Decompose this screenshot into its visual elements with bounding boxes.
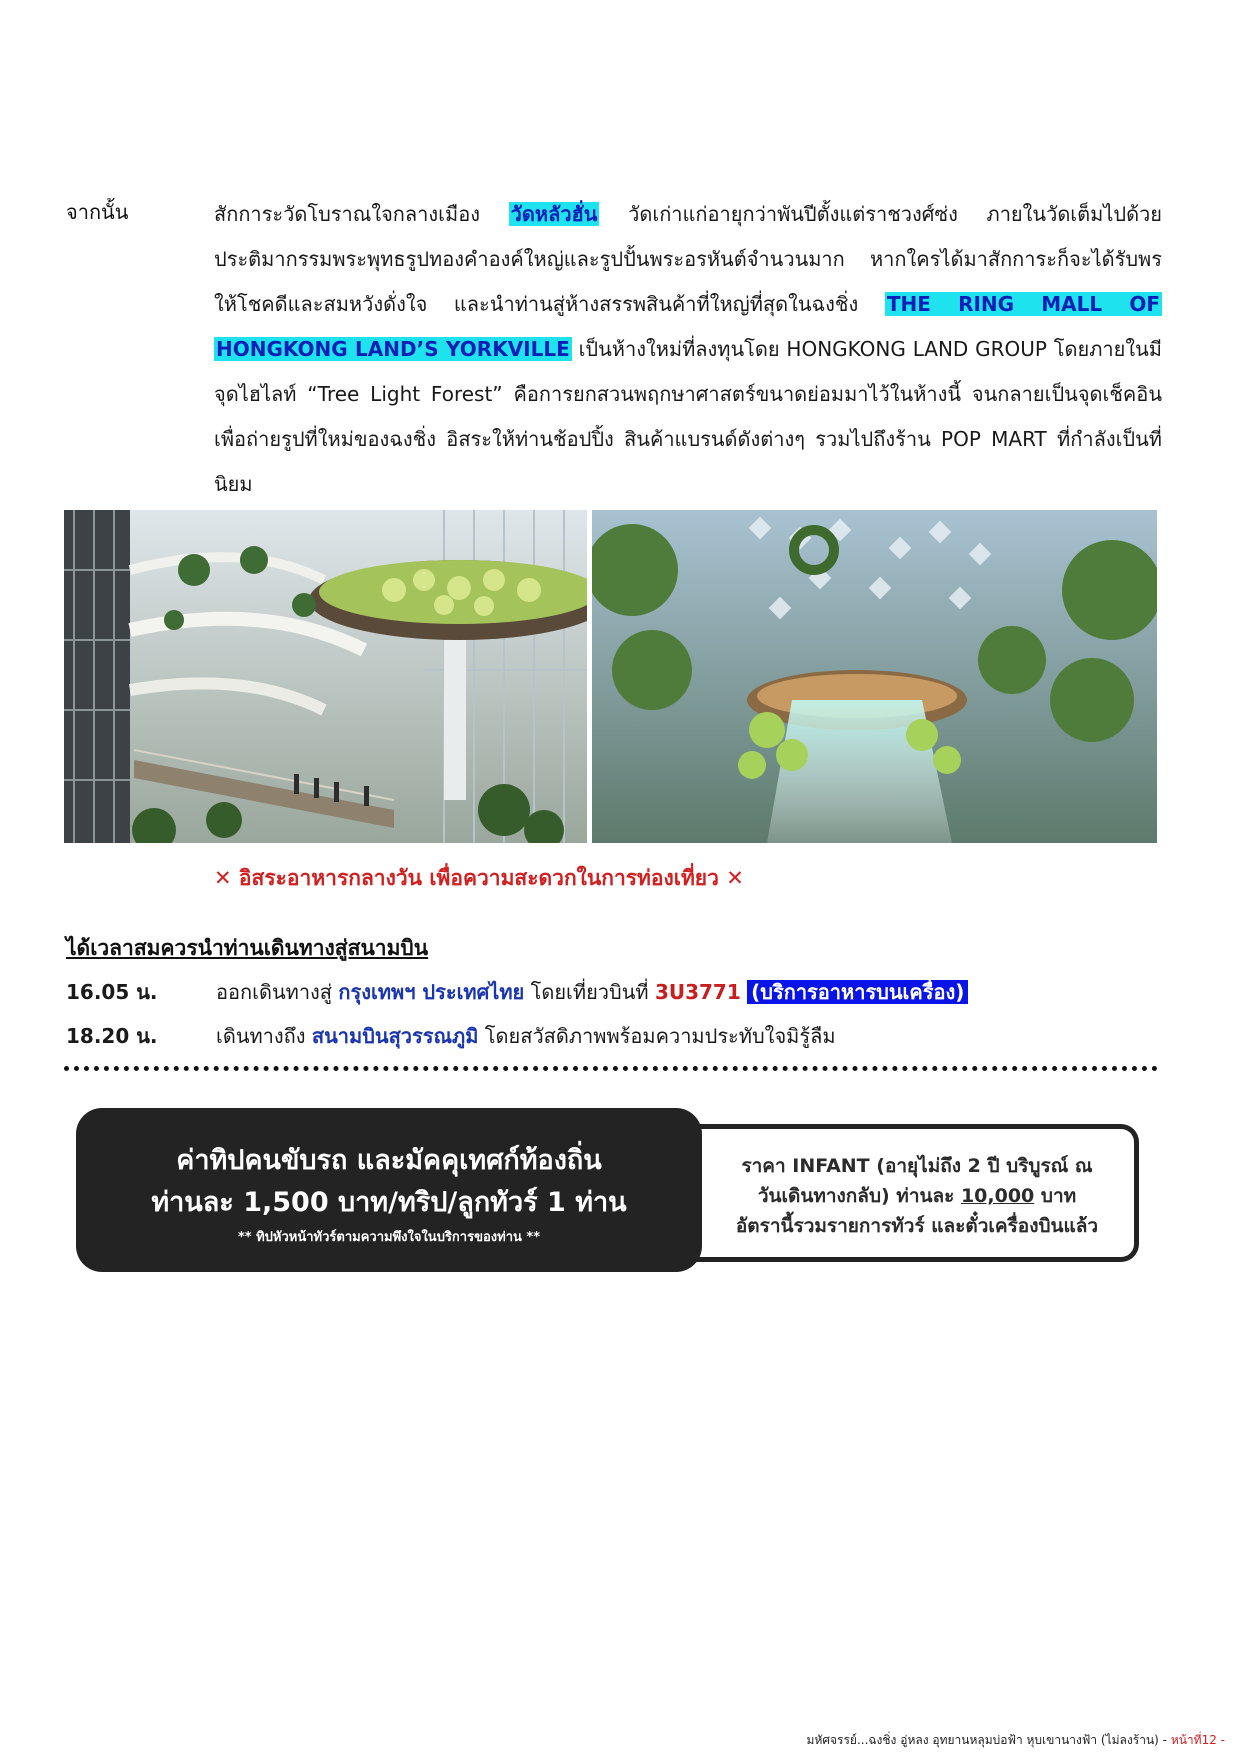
arrival-text-1: เดินทางถึง <box>216 1024 312 1048</box>
infant-line-2 <box>700 1181 1134 1211</box>
free-lunch-note <box>214 862 744 895</box>
infant-line-1: ราคา INFANT (อายุไม่ถึง 2 ปี บริบูรณ์ ณ <box>741 1155 1093 1177</box>
infant-line-2-post: บาท <box>1034 1185 1077 1207</box>
infant-price-box <box>666 1124 1139 1262</box>
activity-text-3: เป็นห้างใหม่ที่ลงทุนโดย HONGKONG LAND GROUP โดยภายในมีจุดไฮไลท์ “Tree Light Forest” คือการยกสวนพฤกษาศาสตร์ขนาดย่อมมาไว้ในห้างนี้ จนกลายเป็นจุดเช็คอินเพื่อถ่ายรูปที่ใหม่ของฉงชิ่ง อิสระให้ท่านช้อปปิ้ง สินค้าแบรนด์ดังต่างๆ รวมไปถึงร้าน POP MART ที่กำลังเป็นที่นิยม <box>214 337 1162 496</box>
airport-section-title: ได้เวลาสมควรนำท่านเดินทางสู่สนามบิน <box>66 936 429 960</box>
dotted-divider <box>64 1066 1158 1071</box>
tip-line-2: ท่านละ 1,500 บาท/ทริป/ลูกทัวร์ 1 ท่าน <box>151 1187 627 1218</box>
activity-paragraph <box>214 192 1162 507</box>
infant-line-2-pre: วันเดินทางกลับ) ท่านละ <box>757 1185 961 1207</box>
arrival-description <box>216 1020 836 1052</box>
free-lunch-text: อิสระอาหารกลางวัน เพื่อความสะดวกในการท่องเที่ยว <box>231 866 727 890</box>
footer-title: มหัศจรรย์...ฉงชิ่ง อู่หลง อุทยานหลุมบ่อฟ้า หุบเขานางฟ้า (ไม่ลงร้าน) - <box>806 1733 1171 1747</box>
arrival-airport: สนามบินสุวรรณภูมิ <box>311 1024 479 1048</box>
cross-icon: ✕ <box>214 866 232 890</box>
arrival-time: 18.20 น. <box>66 1024 158 1048</box>
destination-name: กรุงเทพฯ ประเทศไทย <box>338 980 525 1004</box>
page-number: หน้าที่12 - <box>1170 1733 1225 1747</box>
arrival-text-2: โดยสวัสดิภาพพร้อมความประทับใจมิรู้ลืม <box>478 1024 836 1048</box>
flight-number: 3U3771 <box>654 980 741 1004</box>
activity-text-2: วัดเก่าแก่อายุกว่าพันปีตั้งแต่ราชวงศ์ซ่ง ภายในวัดเต็มไปด้วยประติมากรรมพระพุทธรูปทองคำองค์ใหญ่และรูปปั้นพระอรหันต์จำนวนมาก หากใครได้มาสักการะก็จะได้รับพรให้โชคดีและสมหวังดั่งใจ และนำท่านสู่ห้างสรรพสินค้าที่ใหญ่ที่สุดในฉงชิ่ง <box>214 202 1163 316</box>
infant-price-amount: 10,000 <box>960 1185 1035 1207</box>
tip-line-3: ** ทิปหัวหน้าทัวร์ตามความพึงใจในบริการของท่าน ** <box>237 1230 541 1245</box>
page-footer <box>807 1731 1225 1750</box>
mall-atrium-photo <box>64 510 587 843</box>
tree-light-forest-photo <box>592 510 1157 843</box>
departure-text-2: โดยเที่ยวบินที่ <box>524 980 655 1004</box>
departure-text-1: ออกเดินทางสู่ <box>216 980 339 1004</box>
inflight-meal-badge: (บริการอาหารบนเครื่อง) <box>747 980 968 1004</box>
activity-label: จากนั้น <box>66 200 129 224</box>
cross-icon: ✕ <box>726 866 744 890</box>
activity-text-1: สักการะวัดโบราณใจกลางเมือง <box>214 202 509 226</box>
mall-name-highlight-2: HONGKONG LAND’S YORKVILLE <box>216 337 570 361</box>
departure-time: 16.05 น. <box>66 980 158 1004</box>
tip-notice-box <box>76 1108 702 1272</box>
temple-name-highlight: วัดหลัวฮั่น <box>510 202 598 226</box>
tip-line-1: ค่าทิปคนขับรถ และมัคคุเทศก์ท้องถิ่น <box>176 1145 602 1176</box>
mall-name-highlight-1: THE RING MALL OF <box>886 292 1161 316</box>
departure-description <box>216 976 968 1008</box>
infant-line-3: อัตรานี้รวมรายการทัวร์ และตั๋วเครื่องบินแล้ว <box>735 1215 1099 1237</box>
